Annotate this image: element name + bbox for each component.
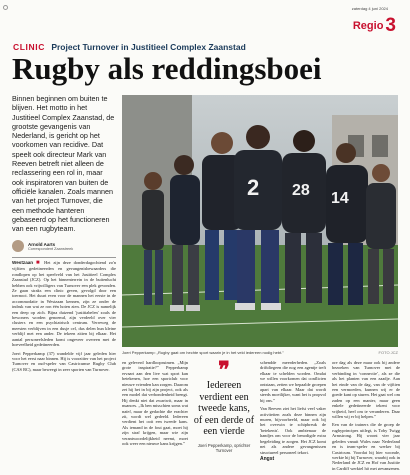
body-text-4b: Een van de trainers die de groep de rugbyprincipes uitlegt, is Toby Twigg Armstrong. Hij woont vier jaar geleden vanuit Wales naar Nederland en is team-speler en werker bij Castricum. Voordat hij hier woonde, werkte hij bij Turnover, waarbij ook in Nederland de JCZ en Hof van Justitie in Cardiff werktel hij met gevangenen.: [332, 422, 400, 470]
pull-quote: [193, 357, 255, 453]
section-subhead-angst: Angst: [260, 455, 275, 462]
regio-badge: [353, 17, 396, 35]
rugby-huddle-illustration: [122, 95, 398, 347]
bullet-icon: ■: [35, 260, 42, 266]
caption-text: Joeri Pepperkamp: „Rugby gaat om hechte sport waarin je in het veld iedereen nodig hebt.": [122, 350, 284, 355]
byline-divider: [12, 257, 116, 258]
pull-quote-text: Iedereen verdient een tweede kans, of een derde of een vierde: [193, 380, 255, 437]
body-column-3: [260, 360, 326, 470]
body-text-1b: Joeri Pepperkamp (37) wandelde vijf jaar geleden hier voor het eerst naar binnen. Hij is voorzitter van het project Turnover en oud-speler van Castricumse Rugby Club (CAS RC), maar beweegt in zeer sporten van Turnover.: [12, 350, 116, 372]
dateline: Westzaan: [12, 260, 34, 265]
body-text-1: Het zijn deze donderdagochtend zo'n vijftien gedetineerden en gevangenisbewaarders die rondlopen op het speelveld van het Justitieel Complex Zaanstad (JCZ). Op het binnenterrein in de buitenlucht hebben ook vrijwilligers van Turnover een plek gevonden. Ze gaan straks een clinic geven, gevolgd door een toernooi. Het duurt even voor de mannen het eerste in de accommodatie in Westzaan kennen, zijn ze onder de indruk van wat ze ron één hoten zien. De JCZ is namelijk een deep op zich. Bijna duizend 'justitiabelen' zoals de bewoners worden genoemd, zijn verdeeld over vier clusters en een psychiatrisch centrum. Verreweg de meesten verblijven in een dusje cel, dus delen hun kleine verblijf met een ander. De tekeen zitten bij elkaar. Het aantal personeelsleden komt ongeveer overeen met de hoeveelheid gedetineerden.: [12, 260, 116, 348]
author-byline: [12, 240, 116, 252]
logo-badge: [3, 5, 8, 10]
body-text-2: en geleverd hardloopruimen. „Mijn grote inspiratie?” Pepperkamp ervaart aan den live wat sport kan betekenen, hoe een sportclub voor nieuwe vrienden kan zorgen. Daarom zet hij het in bij zijn project, ook als een model dat verbondenheid brengt. Hij denkt niet dat zwartwit, maar in nuances. „Ik ben misschien soms wat naïef, maar de gedachte die erachter zit, wordt wel gedeeld. Iedereen verdient het ooit een tweede kans. Als iemand in de fout gaat, moet hij zijn straf krijgen, maar wie zijn verantwoordelijkheid neemt, moet ook weer een nieuwe kans krijgen.”: [122, 360, 188, 447]
svg-text:14: 14: [331, 190, 349, 207]
article-photo: [122, 95, 398, 347]
author-avatar: [12, 240, 24, 252]
svg-text:2: 2: [247, 175, 260, 200]
section-label: CLINIC: [13, 42, 45, 52]
pull-quote-attribution: Joeri Pepperkamp, oprichter Turnover: [197, 442, 251, 453]
article-subhead: Project Turnover in Justitieel Complex Zaanstad: [51, 42, 246, 52]
regio-label: Regio: [352, 20, 384, 32]
svg-text:28: 28: [292, 182, 310, 199]
body-text-3: schendde meerderheden. „Zoals driftdiegeen die nog een agentje treft elkaar te schelden worden. Omdat we willen voorkomen dat conflicten ontstaan, zetten we bepaalde groepen apart van elkaar. Maar dat wordt steeds moeilijker, want het is propvol bij ons.”: [260, 360, 326, 403]
author-role: Correspondent Zaanstreek: [28, 246, 74, 251]
body-text-3b: Van Reeven ziet het liefst veel vaker activiteiten zoals deze binnen zijn muren, bijvoorbeeld, maar ook bij het overwin te schipbreuk de 'betekenis'. Ook ambtenaar de handjes om voor de benodigde extra begeleiding te zorgen. Het JCZ komt net als andere gevangenissen structureel personeel tekort.: [260, 406, 326, 455]
body-text-4: ore dag als deze maar ook bij andere bezoeken van Turnover met de verbinding in ‘connectie’, als ze die als het planten van een zaadje. Aan het einde van de dag, van de vijftien een vermoeden, kunnen wij er de goede kant op sturen. Het gaat wel om zaden op een manier, maar geen enkele gedetineerde tekent voor vrijheid, heel om te veranderen. Daar willen wij er bij helpen.”: [332, 360, 400, 420]
photo-caption: [122, 350, 398, 355]
author-name: Arnold Aarts: [28, 241, 56, 247]
page-date: zaterdag 4 juni 2024: [351, 6, 388, 11]
body-column-4: [332, 360, 400, 470]
photo-credit: FOTO JCZ: [378, 350, 398, 355]
body-column-2: [122, 360, 188, 470]
headline: Rugby als reddingsboei: [12, 51, 322, 86]
regio-number: 3: [385, 15, 396, 36]
quote-mark-icon: ❞: [218, 357, 230, 382]
intro-paragraph: Binnen beginnen om buiten te blijven. Het motto in het Justitieel Complex Zaanstad, de grootste gevangenis van Nederland, is gericht op het voorkomen van recidive. Dat speelt ook directeur Mark van Reeven betreft niet alleen de reclassering een rol in, maar ook inspiratoren van buiten de officiële kanalen. Zoals mannen van het project Turnover, die een methode hanteren gebaseerd op het functioneren van een rugbyteam.: [12, 94, 115, 234]
body-column-1: [12, 260, 116, 472]
